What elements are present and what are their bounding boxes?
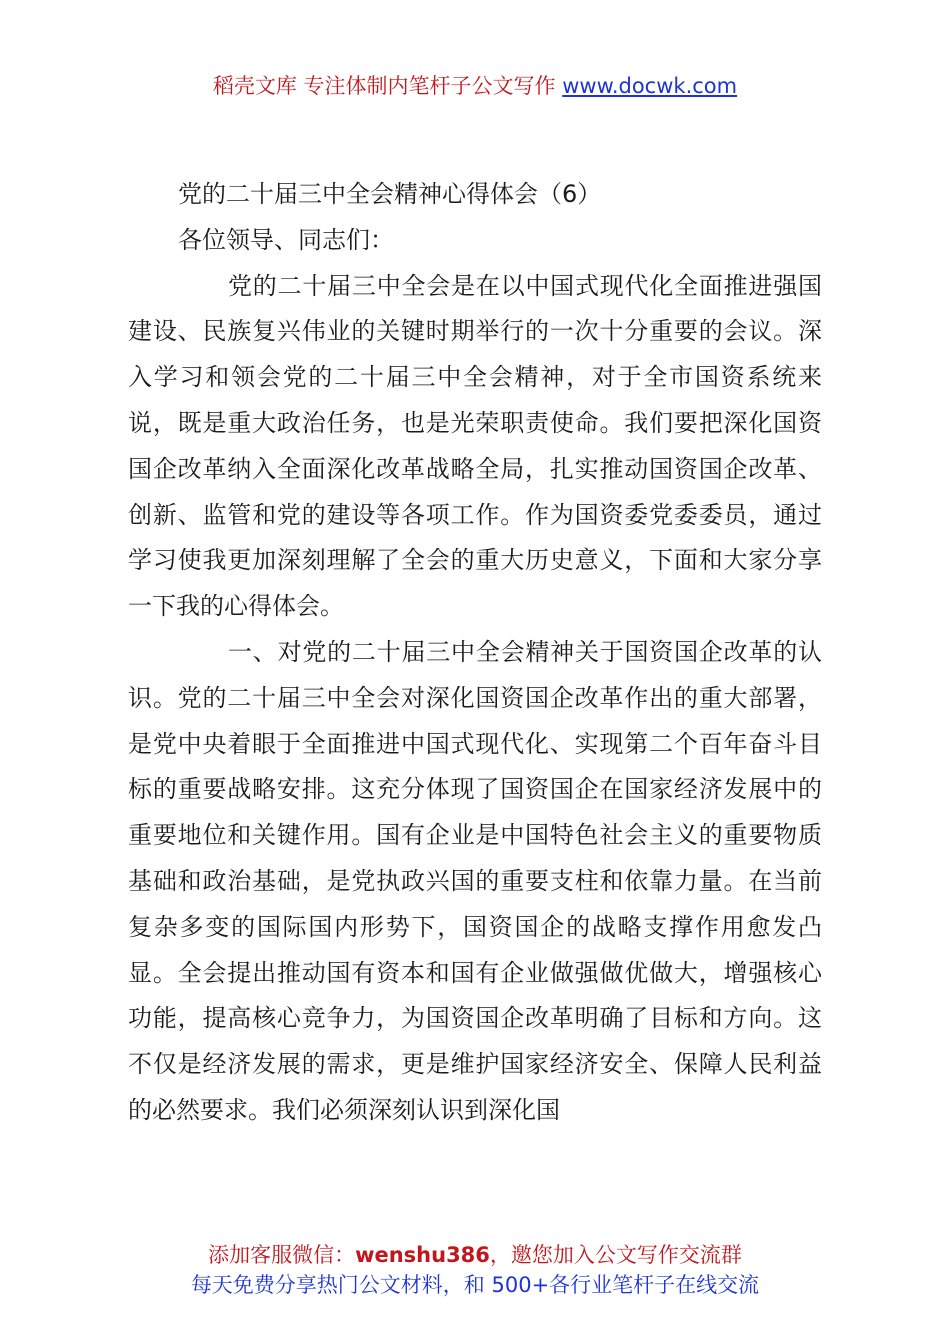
salutation: 各位领导、同志们： [178, 225, 394, 254]
document-body [128, 172, 822, 1134]
footer-contact-prefix: 添加客服微信： [208, 1243, 356, 1267]
footer-promo-line: 每天免费分享热门公文材料，和 500+各行业笔杆子在线交流 [190, 1273, 760, 1297]
footer-contact-suffix: ，邀您加入公文写作交流群 [489, 1243, 742, 1267]
body-paragraph-1: 党的二十届三中全会是在以中国式现代化全面推进强国建设、民族复兴伟业的关键时期举行的一次十分重要的会议。深入学习和领会党的二十届三中全会精神，对于全市国资系统来说，既是重大政治任务，也是光荣职责使命。我们要把深化国资国企改革纳入全面深化改革战略全局，扎实推动国资国企改革、创新、监管和党的建设等各项工作。作为国资委党委委员，通过学习使我更加深刻理解了全会的重大历史意义，下面和大家分享一下我的心得体会。 [128, 271, 822, 621]
wechat-id: wenshu386 [355, 1243, 490, 1267]
body-paragraph-2: 一、对党的二十届三中全会精神关于国资国企改革的认识。党的二十届三中全会对深化国资国企改革作出的重大部署，是党中央着眼于全面推进中国式现代化、实现第二个百年奋斗目标的重要战略安排。这充分体现了国资国企在国家经济发展中的重要地位和关键作用。国有企业是中国特色社会主义的重要物质基础和政治基础，是党执政兴国的重要支柱和依靠力量。在当前复杂多变的国际国内形势下，国资国企的战略支撑作用愈发凸显。全会提出推动国有资本和国有企业做强做优做大，增强核心功能，提高核心竞争力，为国资国企改革明确了目标和方向。这不仅是经济发展的需求，更是维护国家经济安全、保障人民利益的必然要求。我们必须深刻认识到深化国 [128, 637, 822, 1124]
page-footer [0, 1240, 950, 1300]
footer-contact-line [0, 1240, 950, 1270]
page-header [0, 70, 950, 100]
document-title: 党的二十届三中全会精神心得体会（6） [178, 180, 602, 208]
header-brand-text: 稻壳文库 专注体制内笔杆子公文写作 [212, 74, 563, 98]
site-url-link[interactable]: www.docwk.com [562, 74, 738, 98]
